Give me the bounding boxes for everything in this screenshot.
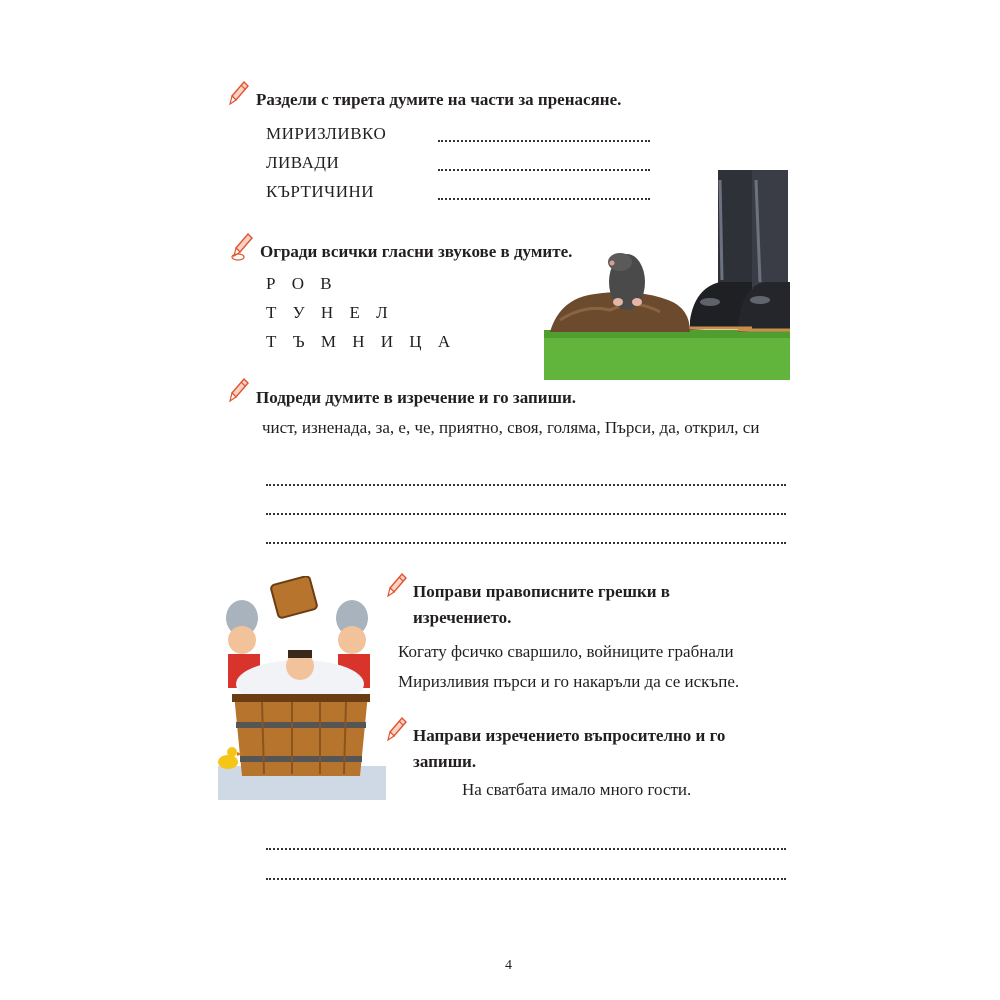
task1-word-3: КЪРТИЧИНИ xyxy=(266,182,375,201)
mole-boots-illustration xyxy=(540,170,798,382)
pencil-icon xyxy=(228,377,250,405)
task1-word-1: МИРИЗЛИВКО xyxy=(266,124,387,143)
bath-barrel-illustration xyxy=(212,576,390,804)
task4-sentence-line1: Когату фсичко сваршило, войниците грабнали xyxy=(398,642,734,661)
task2-title: Огради всички гласни звукове в думите. xyxy=(260,242,573,261)
pencil-circle-icon xyxy=(230,232,256,262)
answer-line[interactable] xyxy=(438,140,650,142)
answer-line[interactable] xyxy=(266,542,786,544)
task1-title: Раздели с тирета думите на части за пренасяне. xyxy=(256,90,622,109)
task3-words: чист, изненада, за, е, че, приятно, своя, голяма, Пърси, да, открил, си xyxy=(262,418,760,437)
pencil-icon xyxy=(228,80,250,108)
task4-sentence-line2: Миризливия пърси и го накаръли да се искъпе. xyxy=(398,672,740,691)
pencil-icon xyxy=(386,716,408,744)
answer-line[interactable] xyxy=(266,848,786,850)
task4-title-line1: Поправи правописните грешки в xyxy=(413,582,670,601)
task5-title-line2: запиши. xyxy=(413,752,477,771)
answer-line[interactable] xyxy=(266,878,786,880)
task5-title-line1: Направи изречението въпросително и го xyxy=(413,726,726,745)
task5-sentence: На сватбата имало много гости. xyxy=(462,780,692,799)
answer-line[interactable] xyxy=(266,513,786,515)
pencil-icon xyxy=(386,572,408,600)
task1-word-2: ЛИВАДИ xyxy=(266,153,340,172)
answer-line[interactable] xyxy=(266,484,786,486)
task3-title: Подреди думите в изречение и го запиши. xyxy=(256,388,576,407)
page-number: 4 xyxy=(505,958,512,973)
task2-word-2: Т У Н Е Л xyxy=(266,303,394,322)
task4-title-line2: изречението. xyxy=(413,608,512,627)
task2-word-3: Т Ъ М Н И Ц А xyxy=(266,332,457,351)
task2-word-1: Р О В xyxy=(266,274,338,293)
